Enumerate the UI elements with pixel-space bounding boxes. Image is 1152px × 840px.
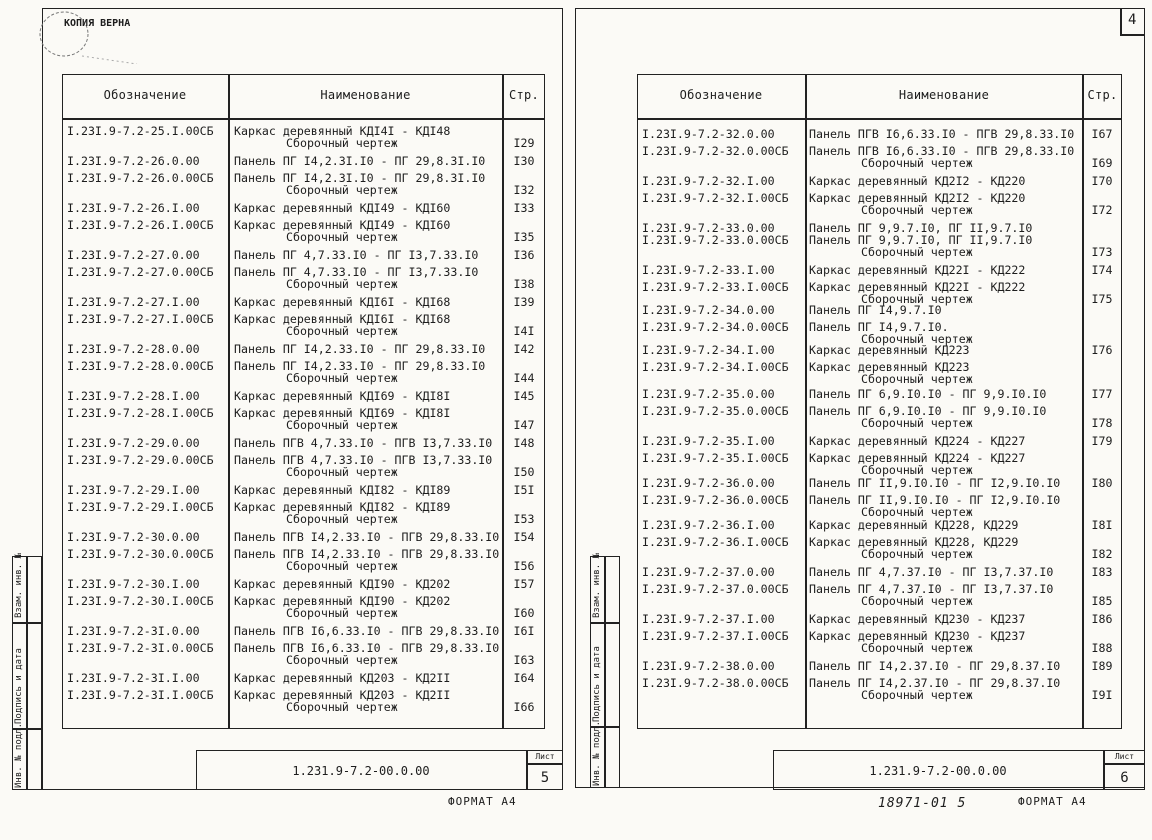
left-header-page: Стр.: [508, 88, 540, 102]
row-page: I63: [513, 653, 535, 667]
row-name: Панель ПГ I4,2.3I.I0 - ПГ 29,8.3I.I0: [234, 154, 486, 168]
row-designation: I.23I.9-7.2-38.0.00: [642, 659, 775, 673]
row-name: Панель ПГ 9,9.7.I0, ПГ II,9.7.I0: [809, 221, 1033, 235]
row-name: Каркас деревянный КДI49 - КДI60: [234, 218, 451, 232]
row-name: Каркас деревянный КД203 - КД2II: [234, 671, 451, 685]
row-page: I57: [513, 577, 535, 591]
row-designation: I.23I.9-7.2-36.I.00СБ: [642, 535, 789, 549]
left-table-body: [62, 0, 545, 840]
row-designation: I.23I.9-7.2-35.0.00СБ: [642, 404, 789, 418]
row-page: I78: [1091, 416, 1113, 430]
row-name-subtitle: Сборочный чертеж: [286, 465, 398, 479]
row-designation: I.23I.9-7.2-37.I.00: [642, 612, 775, 626]
row-designation: I.23I.9-7.2-26.0.00: [67, 154, 200, 168]
row-page: I54: [513, 530, 535, 544]
row-designation: I.23I.9-7.2-29.0.00СБ: [67, 453, 214, 467]
row-page: I66: [513, 700, 535, 714]
row-name: Панель ПГВ 4,7.33.I0 - ПГВ I3,7.33.I0: [234, 436, 493, 450]
row-name-subtitle: Сборочный чертеж: [286, 418, 398, 432]
row-designation: I.23I.9-7.2-38.0.00СБ: [642, 676, 789, 690]
left-side-label-inv: Инв. № подл.: [14, 722, 24, 788]
row-name-subtitle: Сборочный чертеж: [861, 594, 973, 608]
row-designation: I.23I.9-7.2-25.I.00СБ: [67, 124, 214, 138]
row-name: Каркас деревянный КД22I - КД222: [809, 263, 1026, 277]
row-designation: I.23I.9-7.2-35.I.00СБ: [642, 451, 789, 465]
row-page: I33: [513, 201, 535, 215]
row-page: I83: [1091, 565, 1113, 579]
right-header-name: Наименование: [898, 88, 990, 102]
right-table-body: [637, 0, 1122, 840]
row-page: I35: [513, 230, 535, 244]
right-format: ФОРМАТ А4: [1018, 795, 1087, 808]
row-name: Каркас деревянный КДI90 - КД202: [234, 577, 451, 591]
row-name: Панель ПГ I4,9.7.I0.: [809, 320, 949, 334]
row-designation: I.23I.9-7.2-28.0.00: [67, 342, 200, 356]
row-name: Каркас деревянный КДI6I - КДI68: [234, 312, 451, 326]
row-designation: I.23I.9-7.2-30.0.00: [67, 530, 200, 544]
row-designation: I.23I.9-7.2-34.0.00: [642, 303, 775, 317]
row-name-subtitle: Сборочный чертеж: [286, 277, 398, 291]
row-name-subtitle: Сборочный чертеж: [861, 463, 973, 477]
row-name: Каркас деревянный КД230 - КД237: [809, 629, 1026, 643]
row-name: Панель ПГВ I6,6.33.I0 - ПГВ 29,8.33.I0: [809, 127, 1075, 141]
row-page: I45: [513, 389, 535, 403]
row-name: Панель ПГ 4,7.33.I0 - ПГ I3,7.33.I0: [234, 265, 479, 279]
row-designation: I.23I.9-7.2-29.0.00: [67, 436, 200, 450]
row-designation: I.23I.9-7.2-36.I.00: [642, 518, 775, 532]
row-page: I42: [513, 342, 535, 356]
row-name: Панель ПГ II,9.I0.I0 - ПГ I2,9.I0.I0: [809, 493, 1061, 507]
row-designation: I.23I.9-7.2-30.0.00СБ: [67, 547, 214, 561]
row-name: Каркас деревянный КДI49 - КДI60: [234, 201, 451, 215]
row-name-subtitle: Сборочный чертеж: [861, 203, 973, 217]
row-designation: I.23I.9-7.2-28.I.00: [67, 389, 200, 403]
row-name-subtitle: Сборочный чертеж: [861, 547, 973, 561]
row-name: Панель ПГВ I6,6.33.I0 - ПГВ 29,8.33.I0: [234, 641, 500, 655]
row-name-subtitle: Сборочный чертеж: [861, 505, 973, 519]
row-page: I4I: [513, 324, 535, 338]
row-name: Панель ПГВ I6,6.33.I0 - ПГВ 29,8.33.I0: [234, 624, 500, 638]
row-designation: I.23I.9-7.2-32.I.00: [642, 174, 775, 188]
row-designation: I.23I.9-7.2-35.I.00: [642, 434, 775, 448]
row-page: I8I: [1091, 518, 1113, 532]
right-corner-page-number: 4: [1128, 12, 1137, 28]
row-name-subtitle: Сборочный чертеж: [286, 512, 398, 526]
left-header-designation: Обозначение: [103, 88, 187, 102]
row-name-subtitle: Сборочный чертеж: [861, 245, 973, 259]
row-name: Панель ПГ I4,2.33.I0 - ПГ 29,8.33.I0: [234, 342, 486, 356]
row-name-subtitle: Сборочный чертеж: [861, 332, 973, 346]
row-designation: I.23I.9-7.2-26.I.00: [67, 201, 200, 215]
row-designation: I.23I.9-7.2-36.0.00СБ: [642, 493, 789, 507]
row-name-subtitle: Сборочный чертеж: [861, 688, 973, 702]
row-designation: I.23I.9-7.2-35.0.00: [642, 387, 775, 401]
row-page: I9I: [1091, 688, 1113, 702]
row-designation: I.23I.9-7.2-29.I.00: [67, 483, 200, 497]
row-designation: I.23I.9-7.2-27.0.00СБ: [67, 265, 214, 279]
row-name: Панель ПГВ I4,2.33.I0 - ПГВ 29,8.33.I0: [234, 547, 500, 561]
row-name-subtitle: Сборочный чертеж: [861, 641, 973, 655]
row-name: Панель ПГ 6,9.I0.I0 - ПГ 9,9.I0.I0: [809, 404, 1047, 418]
row-page: I88: [1091, 641, 1113, 655]
row-designation: I.23I.9-7.2-26.0.00СБ: [67, 171, 214, 185]
row-name: Каркас деревянный КДI90 - КД202: [234, 594, 451, 608]
row-page: I50: [513, 465, 535, 479]
row-designation: I.23I.9-7.2-28.I.00СБ: [67, 406, 214, 420]
row-designation: I.23I.9-7.2-37.0.00: [642, 565, 775, 579]
row-name-subtitle: Сборочный чертеж: [861, 156, 973, 170]
row-name: Каркас деревянный КД223: [809, 360, 970, 374]
left-side-label-replace: Взам. инв. №: [14, 552, 24, 618]
row-page: I44: [513, 371, 535, 385]
row-page: I69: [1091, 156, 1113, 170]
row-page: I79: [1091, 434, 1113, 448]
stamp-text: КОПИЯ ВЕРНА: [64, 18, 131, 29]
row-page: I67: [1091, 127, 1113, 141]
row-designation: I.23I.9-7.2-29.I.00СБ: [67, 500, 214, 514]
row-name: Каркас деревянный КД224 - КД227: [809, 451, 1026, 465]
row-name-subtitle: Сборочный чертеж: [286, 371, 398, 385]
right-header-designation: Обозначение: [679, 88, 763, 102]
row-name: Каркас деревянный КД230 - КД237: [809, 612, 1026, 626]
row-page: I38: [513, 277, 535, 291]
row-designation: I.23I.9-7.2-37.0.00СБ: [642, 582, 789, 596]
row-name: Каркас деревянный КД203 - КД2II: [234, 688, 451, 702]
row-name: Каркас деревянный КД2I2 - КД220: [809, 191, 1026, 205]
row-designation: I.23I.9-7.2-27.I.00: [67, 295, 200, 309]
row-page: I86: [1091, 612, 1113, 626]
row-designation: I.23I.9-7.2-33.0.00: [642, 221, 775, 235]
row-name: Панель ПГВ 4,7.33.I0 - ПГВ I3,7.33.I0: [234, 453, 493, 467]
row-name-subtitle: Сборочный чертеж: [286, 324, 398, 338]
row-page: I80: [1091, 476, 1113, 490]
row-name-subtitle: Сборочный чертеж: [286, 559, 398, 573]
row-name: Каркас деревянный КД223: [809, 343, 970, 357]
row-page: I30: [513, 154, 535, 168]
row-designation: I.23I.9-7.2-30.I.00СБ: [67, 594, 214, 608]
row-name: Панель ПГ 6,9.I0.I0 - ПГ 9,9.I0.I0: [809, 387, 1047, 401]
row-name: Панель ПГ I4,2.37.I0 - ПГ 29,8.37.I0: [809, 676, 1061, 690]
row-designation: I.23I.9-7.2-32.0.00СБ: [642, 144, 789, 158]
row-designation: I.23I.9-7.2-32.I.00СБ: [642, 191, 789, 205]
row-designation: I.23I.9-7.2-37.I.00СБ: [642, 629, 789, 643]
row-name: Панель ПГ 4,7.33.I0 - ПГ I3,7.33.I0: [234, 248, 479, 262]
row-page: I73: [1091, 245, 1113, 259]
row-designation: I.23I.9-7.2-28.0.00СБ: [67, 359, 214, 373]
row-designation: I.23I.9-7.2-34.I.00: [642, 343, 775, 357]
row-page: I76: [1091, 343, 1113, 357]
row-page: I53: [513, 512, 535, 526]
row-designation: I.23I.9-7.2-27.0.00: [67, 248, 200, 262]
row-page: I77: [1091, 387, 1113, 401]
row-designation: I.23I.9-7.2-33.I.00: [642, 263, 775, 277]
row-name-subtitle: Сборочный чертеж: [286, 653, 398, 667]
row-page: I64: [513, 671, 535, 685]
row-designation: I.23I.9-7.2-3I.0.00: [67, 624, 200, 638]
row-name: Каркас деревянный КДI69 - КДI8I: [234, 389, 451, 403]
row-name: Панель ПГ II,9.I0.I0 - ПГ I2,9.I0.I0: [809, 476, 1061, 490]
row-page: I32: [513, 183, 535, 197]
row-name-subtitle: Сборочный чертеж: [286, 136, 398, 150]
row-designation: I.23I.9-7.2-3I.0.00СБ: [67, 641, 214, 655]
row-designation: I.23I.9-7.2-27.I.00СБ: [67, 312, 214, 326]
row-page: I70: [1091, 174, 1113, 188]
row-page: I48: [513, 436, 535, 450]
right-side-label-sign: Подпись и дата: [592, 646, 602, 722]
row-name: Каркас деревянный КД228, КД229: [809, 518, 1019, 532]
row-name: Панель ПГ I4,9.7.I0: [809, 303, 942, 317]
row-page: I47: [513, 418, 535, 432]
left-sheet-number: 5: [540, 770, 550, 786]
row-page: I29: [513, 136, 535, 150]
row-designation: I.23I.9-7.2-26.I.00СБ: [67, 218, 214, 232]
row-page: I75: [1091, 292, 1113, 306]
row-name-subtitle: Сборочный чертеж: [286, 700, 398, 714]
row-page: I82: [1091, 547, 1113, 561]
row-name: Каркас деревянный КД224 - КД227: [809, 434, 1026, 448]
row-page: I5I: [513, 483, 535, 497]
row-name: Панель ПГ I4,2.37.I0 - ПГ 29,8.37.I0: [809, 659, 1061, 673]
row-designation: I.23I.9-7.2-33.I.00СБ: [642, 280, 789, 294]
row-name: Панель ПГ 4,7.37.I0 - ПГ I3,7.37.I0: [809, 582, 1054, 596]
row-page: I56: [513, 559, 535, 573]
row-name: Каркас деревянный КДI82 - КДI89: [234, 483, 451, 497]
row-page: I60: [513, 606, 535, 620]
left-title-code: 1.231.9-7.2-00.0.00: [292, 764, 430, 778]
row-name: Каркас деревянный КД22I - КД222: [809, 280, 1026, 294]
row-page: I36: [513, 248, 535, 262]
row-page: I72: [1091, 203, 1113, 217]
row-name-subtitle: Сборочный чертеж: [286, 183, 398, 197]
row-name-subtitle: Сборочный чертеж: [286, 230, 398, 244]
right-title-code: 1.231.9-7.2-00.0.00: [869, 764, 1007, 778]
row-designation: I.23I.9-7.2-36.0.00: [642, 476, 775, 490]
right-side-label-replace: Взам. инв. №: [592, 552, 602, 618]
row-name-subtitle: Сборочный чертеж: [861, 372, 973, 386]
right-sheet-label: Лист: [1114, 752, 1135, 761]
row-page: I74: [1091, 263, 1113, 277]
row-name-subtitle: Сборочный чертеж: [861, 292, 973, 306]
row-page: I6I: [513, 624, 535, 638]
row-name: Панель ПГ 9,9.7.I0, ПГ II,9.7.I0: [809, 233, 1033, 247]
row-name: Панель ПГ 4,7.37.I0 - ПГ I3,7.37.I0: [809, 565, 1054, 579]
right-sheet-number: 6: [1120, 770, 1129, 786]
row-name: Панель ПГВ I4,2.33.I0 - ПГВ 29,8.33.I0: [234, 530, 500, 544]
row-name: Каркас деревянный КДI82 - КДI89: [234, 500, 451, 514]
row-page: I89: [1091, 659, 1113, 673]
row-page: I39: [513, 295, 535, 309]
row-designation: I.23I.9-7.2-3I.I.00: [67, 671, 200, 685]
row-name-subtitle: Сборочный чертеж: [861, 416, 973, 430]
row-designation: I.23I.9-7.2-30.I.00: [67, 577, 200, 591]
right-side-label-inv: Инв. № подл.: [592, 720, 602, 786]
left-format: ФОРМАТ А4: [448, 795, 517, 808]
left-header-name: Наименование: [320, 88, 411, 102]
row-designation: I.23I.9-7.2-3I.I.00СБ: [67, 688, 214, 702]
row-name: Каркас деревянный КДI6I - КДI68: [234, 295, 451, 309]
row-designation: I.23I.9-7.2-33.0.00СБ: [642, 233, 789, 247]
row-name: Каркас деревянный КД228, КД229: [809, 535, 1019, 549]
row-name: Каркас деревянный КД2I2 - КД220: [809, 174, 1026, 188]
left-sheet-label: Лист: [535, 752, 555, 761]
row-designation: I.23I.9-7.2-32.0.00: [642, 127, 775, 141]
row-name: Каркас деревянный КДI4I - КДI48: [234, 124, 451, 138]
row-designation: I.23I.9-7.2-34.I.00СБ: [642, 360, 789, 374]
row-designation: I.23I.9-7.2-34.0.00СБ: [642, 320, 789, 334]
right-header-page: Стр.: [1087, 88, 1118, 102]
right-handwritten-note: 18971-01 5: [878, 796, 967, 811]
left-side-label-sign: Подпись и дата: [14, 648, 24, 724]
row-name-subtitle: Сборочный чертеж: [286, 606, 398, 620]
row-name: Панель ПГ I4,2.3I.I0 - ПГ 29,8.3I.I0: [234, 171, 486, 185]
row-page: I85: [1091, 594, 1113, 608]
row-name: Панель ПГ I4,2.33.I0 - ПГ 29,8.33.I0: [234, 359, 486, 373]
row-name: Панель ПГВ I6,6.33.I0 - ПГВ 29,8.33.I0: [809, 144, 1075, 158]
row-name: Каркас деревянный КДI69 - КДI8I: [234, 406, 451, 420]
